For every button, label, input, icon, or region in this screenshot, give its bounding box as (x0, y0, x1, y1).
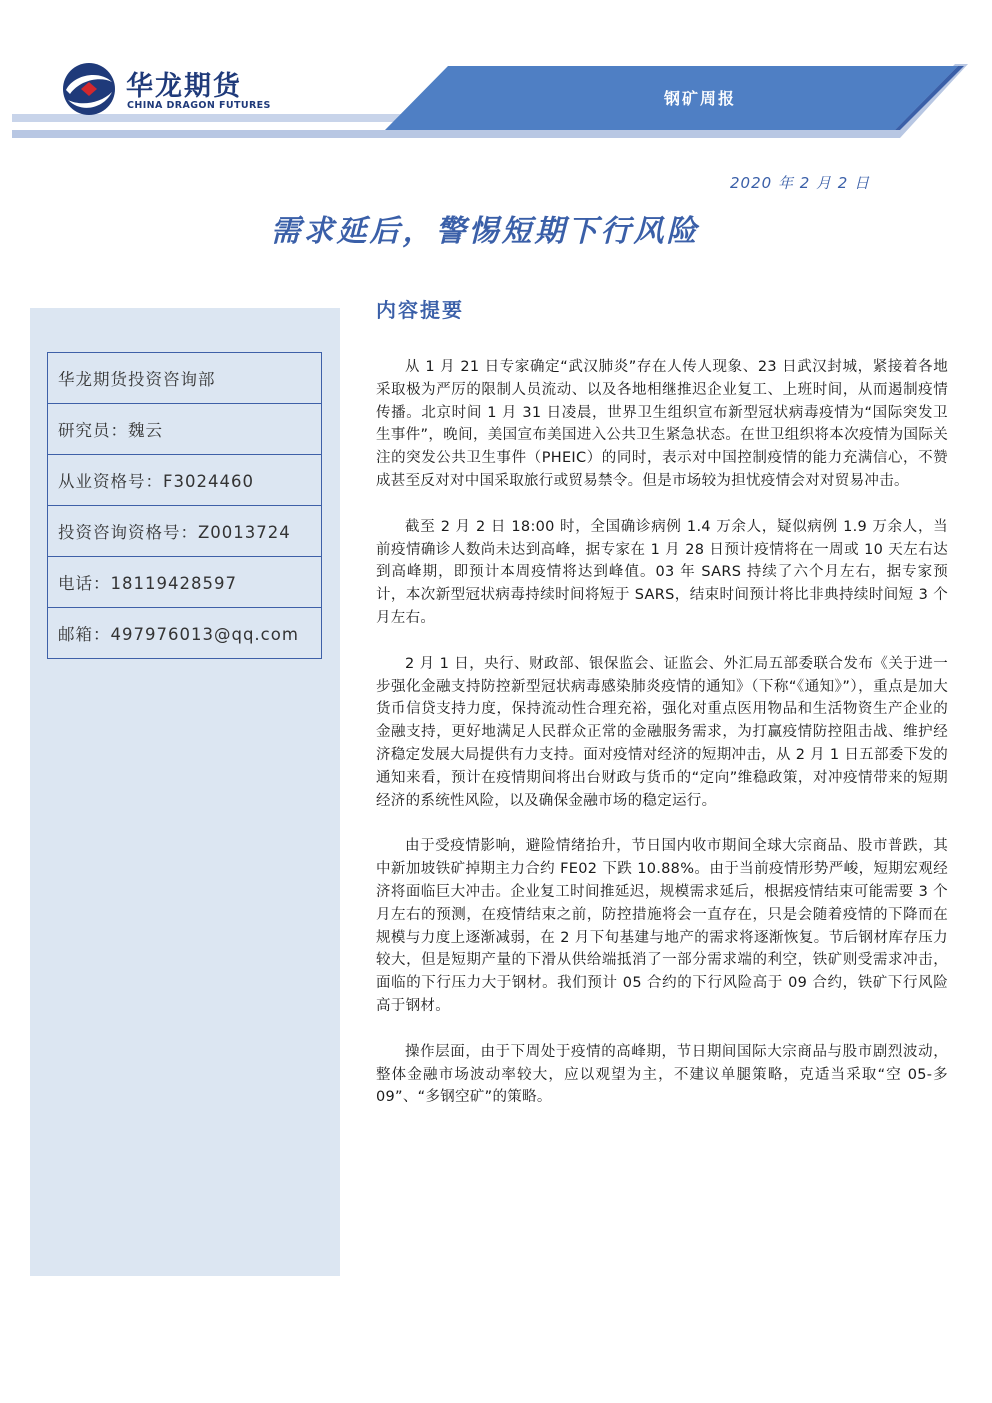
info-phone: 电话：18119428597 (48, 557, 321, 608)
dragon-logo-icon (60, 60, 118, 118)
info-department: 华龙期货投资咨询部 (48, 353, 321, 404)
summary-heading: 内容提要 (376, 298, 464, 322)
summary-paragraph: 截至 2 月 2 日 18:00 时，全国确诊病例 1.4 万余人，疑似病例 1.9 万余人，当前疫情确诊人数尚未达到高峰，据专家在 1 月 28 日预计疫情将在一周或 10 天左右达到高峰期，即预计本周疫情将达到峰值。03 年 SARS 持续了六个月左右，据专家预计，本次新型冠状病毒持续时间将短于 SARS，结束时间预计将比非典持续时间短 3 个月左右。 (376, 518, 948, 626)
analyst-info-box (47, 352, 322, 659)
report-type-label: 钢矿周报 (663, 89, 736, 108)
info-license: 从业资格号：F3024460 (48, 455, 321, 506)
summary-paragraph: 操作层面，由于下周处于疫情的高峰期，节日期间国际大宗商品与股市剧烈波动，整体金融市场波动率较大，应以观望为主，不建议单腿策略，克适当采取“空 05-多 09”、“多钢空矿”的策略。 (376, 1043, 948, 1106)
summary-paragraph: 由于受疫情影响，避险情绪抬升，节日国内收市期间全球大宗商品、股市普跌，其中新加坡铁矿掉期主力合约 FE02 下跌 10.88%。由于当前疫情形势严峻，短期宏观经济将面临巨大冲击。企业复工时间推延迟，规模需求延后，根据疫情结束可能需要 3 个月左右的预测，在疫情结束之前，防控措施将会一直存在，只是会随着疫情的下降而在规模与力度上逐渐减弱，在 2 月下旬基建与地产的需求将逐渐恢复。节后钢材库存压力较大，但是短期产量的下滑从供给端抵消了一部分需求端的利空，铁矿则受需求冲击，面临的下行压力大于钢材。我们预计 05 合约的下行风险高于 09 合约，铁矿下行风险高于钢材。 (376, 838, 948, 1014)
logo-text-cn: 华龙期货 (126, 71, 242, 102)
report-date: 2020 年 2 月 2 日 (730, 174, 871, 192)
info-researcher: 研究员：魏云 (48, 404, 321, 455)
info-advisory-license: 投资咨询资格号：Z0013724 (48, 506, 321, 557)
company-logo (60, 60, 300, 120)
summary-body (376, 356, 948, 1132)
logo-text-en: CHINA DRAGON FUTURES (127, 100, 271, 111)
summary-paragraph: 2 月 1 日，央行、财政部、银保监会、证监会、外汇局五部委联合发布《关于进一步强化金融支持防控新型冠状病毒感染肺炎疫情的通知》（下称“《通知》”），重点是加大货币信贷支持力度，保持流动性合理充裕，强化对重点医用物品和生活物资生产企业的金融支持，更好地满足人民群众正常的金融服务需求，为打赢疫情防控阻击战、维护经济稳定发展大局提供有力支持。面对疫情对经济的短期冲击，从 2 月 1 日五部委下发的通知来看，预计在疫情期间将出台财政与货币的“定向”维稳政策，对冲疫情带来的短期经济的系统性风险，以及确保金融市场的稳定运行。 (376, 655, 948, 809)
report-title: 需求延后，警惕短期下行风险 (270, 214, 700, 249)
info-email: 邮箱：497976013@qq.com (48, 608, 321, 658)
summary-paragraph: 从 1 月 21 日专家确定“武汉肺炎”存在人传人现象、23 日武汉封城，紧接着各地采取极为严厉的限制人员流动、以及各地相继推迟企业复工、上班时间，从而遏制疫情传播。北京时间 1 月 31 日凌晨，世界卫生组织宣布新型冠状病毒疫情为“国际突发卫生事件”，晚间，美国宣布美国进入公共卫生紧急状态。在世卫组织将本次疫情为国际关注的突发公共卫生事件（PHEIC）的同时，表示对中国控制疫情的能力充满信心，不赞成甚至反对对中国采取旅行或贸易禁令。但是市场较为担忧疫情会对对贸易冲击。 (376, 359, 948, 489)
